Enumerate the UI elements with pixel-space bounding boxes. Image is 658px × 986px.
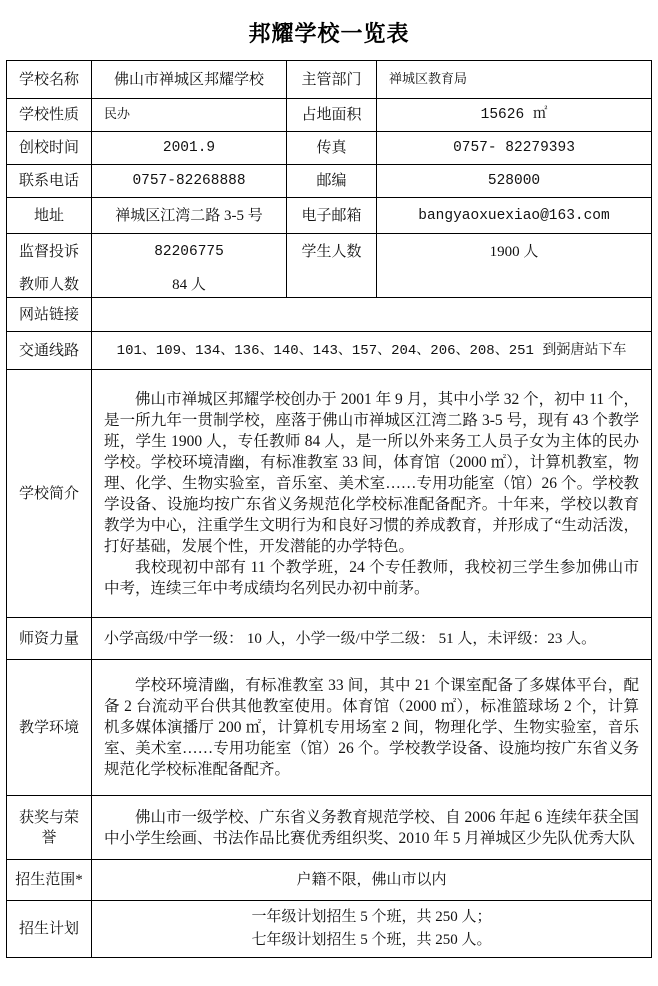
area-label: 占地面积 [287,99,377,132]
enrollment-plan-label: 招生计划 [7,901,92,958]
supervision-teacher-values [92,234,287,298]
supervision-complaint-label: 监督投诉 [18,244,79,260]
postcode-value: 528000 [377,165,652,198]
page-title: 邦耀学校一览表 [248,21,410,46]
phone-label: 联系电话 [7,165,92,198]
table-row [7,198,652,234]
school-name-value: 佛山市禅城区邦耀学校 [92,61,287,99]
teaching-env-label: 教学环境 [7,660,92,796]
email-value: bangyaoxuexiao@163.com [377,198,652,234]
teacher-count-label: 教师人数 [18,277,79,293]
school-intro-value [92,370,652,618]
intro-paragraph-1: 佛山市禅城区邦耀学校创办于 2001 年 9 月，其中小学 32 个，初中 11 个，是一所九年一贯制学校，座落于佛山市禅城区江湾二路 3-5 号，现有 43 个教学班，学生 1900 人，专任教师 84 人，是一所以外来务工人员子女为主体的民办学校。学校环境清幽，有标准教室 33 间，体育馆（2000 ㎡），计算机教室，物理、化学、生物实验室，音乐室、美术室……专用功能室（馆）26 个。学校教学设备、设施均按广东省义务规范化学校标准配备配齐。十年来，学校以教育教学为中心，注重学生文明行为和良好习惯的养成教育，并形成了“生动活泼，打好基础，发展个性，开发潜能的办学特色。 [104,390,639,555]
student-count-value: 1900 人 [377,234,652,298]
email-label: 电子邮箱 [287,198,377,234]
school-type-label: 学校性质 [7,99,92,132]
website-label: 网站链接 [7,298,92,332]
area-value: 15626 ㎡ [377,99,652,132]
intro-paragraph-2: 我校现初中部有 11 个教学班，24 个专任教师，我校初三学生参加佛山市中考，连续三年中考成绩均名列民办初中前茅。 [104,558,639,597]
enrollment-scope-label: 招生范围* [7,860,92,901]
table-row [7,332,652,370]
transport-value: 101、109、134、136、140、143、157、204、206、208、251 到弼唐站下车 [92,332,652,370]
founding-date-label: 创校时间 [7,132,92,165]
table-row [7,901,652,958]
school-intro-label: 学校简介 [7,370,92,618]
table-row [7,370,652,618]
phone-value: 0757-82268888 [92,165,287,198]
enrollment-plan-value [92,901,652,958]
awards-paragraph: 佛山市一级学校、广东省义务教育规范学校、自 2006 年起 6 连续年获全国中小学生绘画、书法作品比赛优秀组织奖、2010 年 5 月禅城区少先队优秀大队 [104,808,639,847]
table-row [7,618,652,660]
table-row [7,132,652,165]
faculty-value: 小学高级/中学一级： 10 人，小学一级/中学二级： 51 人，未评级：23 人。 [92,618,652,660]
school-type-value: 民办 [92,99,287,132]
supervising-dept-value: 禅城区教育局 [377,61,652,99]
table-row [7,99,652,132]
enrollment-plan-line1: 一年级计划招生 5 个班，共 250 人； [251,909,492,925]
table-row [7,660,652,796]
table-row [7,61,652,99]
supervision-complaint-value: 82206775 [154,244,224,260]
founding-date-value: 2001.9 [92,132,287,165]
enrollment-scope-value: 户籍不限，佛山市以内 [92,860,652,901]
table-row [7,796,652,860]
table-row [7,165,652,198]
teacher-count-value: 84 人 [172,277,206,293]
enrollment-plan-line2: 七年级计划招生 5 个班，共 250 人。 [251,932,492,948]
table-row [7,298,652,332]
fax-value: 0757- 82279393 [377,132,652,165]
transport-label: 交通线路 [7,332,92,370]
teaching-env-paragraph: 学校环境清幽，有标准教室 33 间，其中 21 个课室配备了多媒体平台，配备 2 台流动平台供其他教室使用。体育馆（2000 ㎡），标准篮球场 2 个，计算机多媒体演播厅 200 ㎡，计算机专用场室 2 间，物理化学、生物实验室，音乐室、美术室……专用功能室（馆）26 个。学校教学设备、设施均按广东省义务规范化学校标准配备配齐。 [104,677,639,778]
school-name-label: 学校名称 [7,61,92,99]
address-value: 禅城区江湾二路 3-5 号 [92,198,287,234]
awards-label: 获奖与荣誉 [7,796,92,860]
awards-value [92,796,652,860]
postcode-label: 邮编 [287,165,377,198]
fax-label: 传真 [287,132,377,165]
table-row [7,860,652,901]
table-row [7,234,652,298]
faculty-label: 师资力量 [7,618,92,660]
address-label: 地址 [7,198,92,234]
school-info-table [6,60,652,958]
supervising-dept-label: 主管部门 [287,61,377,99]
website-value [92,298,652,332]
teaching-env-value [92,660,652,796]
student-count-label: 学生人数 [287,234,377,298]
supervision-teacher-labels [7,234,92,298]
